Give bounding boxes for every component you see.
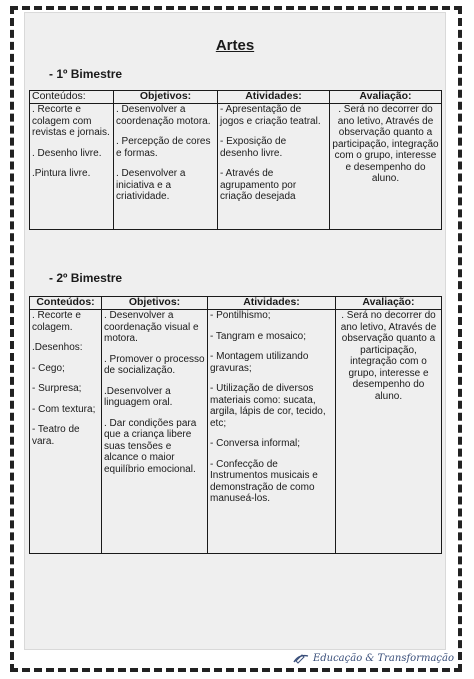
table-row (30, 104, 442, 230)
header-objetivos: Objetivos: (114, 91, 218, 104)
header-objetivos: Objetivos: (102, 297, 208, 310)
section-label-2: - 2º Bimestre (49, 271, 123, 285)
header-atividades: Atividades: (208, 297, 336, 310)
cell-avaliacao (330, 104, 442, 230)
list-item: . Desenvolver a coordenação visual e motora. (104, 310, 199, 344)
table-header-row (30, 91, 442, 104)
bottom-dashed-border (10, 668, 462, 672)
list-item: - Através de agrupamento por criação desejada (220, 168, 297, 202)
list-item: .Pintura livre. (32, 168, 91, 179)
cell-atividades (218, 104, 330, 230)
cell-objetivos (114, 104, 218, 230)
list-item: .Desenhos: (32, 342, 83, 353)
cell-atividades (208, 310, 336, 554)
table-row (30, 310, 442, 554)
list-item: - Utilização de diversos materiais como: sucata, argila, lápis de cor, tecido, etc; (210, 383, 326, 429)
list-item: . Percepção de cores e formas. (116, 136, 211, 159)
header-atividades: Atividades: (218, 91, 330, 104)
list-item: . Recorte e colagem com revistas e jornais. (32, 104, 110, 138)
footer-text: Educação & Transformação (312, 652, 454, 664)
header-conteudos: Conteúdos: (30, 297, 102, 310)
cell-conteudos (30, 310, 102, 554)
table-bimester-1 (29, 90, 442, 230)
list-item: - Exposição de desenho livre. (220, 136, 287, 159)
footer-brand (293, 652, 454, 664)
cell-avaliacao (336, 310, 442, 554)
list-item: . Promover o processo de socialização. (104, 353, 205, 376)
list-item: . Será no decorrer do ano letivo, Através de observação quanto a participação, integração com o grupo, interesse e desempenho do aluno. (332, 104, 439, 184)
list-item: - Tangram e mosaico; (210, 330, 306, 342)
list-item: - Com textura; (32, 403, 96, 415)
list-item: - Cego; (32, 362, 65, 374)
page-title: Artes (215, 37, 255, 54)
list-item: - Confecção de Instrumentos musicais e demonstração de como manuseá-los. (210, 458, 318, 504)
list-item: - Surpresa; (32, 383, 82, 394)
table-bimester-2 (29, 296, 442, 554)
section-label-1: - 1º Bimestre (49, 67, 123, 81)
list-item: . Desenvolver a iniciativa e a criatividade. (116, 168, 186, 202)
list-item: - Teatro de vara. (32, 424, 80, 447)
list-item: . Recorte e colagem. (32, 310, 81, 333)
list-item: . Desenho livre. (32, 147, 102, 159)
table-header-row (30, 297, 442, 310)
list-item: - Conversa informal; (210, 438, 301, 449)
list-item: - Montagem utilizando gravuras; (210, 351, 309, 374)
list-item: . Desenvolver a coordenação motora. (116, 104, 211, 127)
list-item: .Desenvolver a linguagem oral. (104, 385, 173, 408)
list-item: - Pontilhismo; (210, 310, 271, 321)
header-avaliacao: Avaliação: (336, 297, 442, 310)
document-sheet (24, 12, 446, 650)
list-item: . Dar condições para que a criança libere suas tensões e alcance o maior equilíbrio emocional. (104, 417, 197, 475)
header-avaliacao: Avaliação: (330, 91, 442, 104)
cell-objetivos (102, 310, 208, 554)
list-item: - Apresentação de jogos e criação teatral. (220, 104, 321, 127)
cell-conteudos (30, 104, 114, 230)
header-conteudos: Conteúdos: (30, 91, 114, 104)
pencil-swoosh-icon (293, 652, 309, 664)
list-item: . Será no decorrer do ano letivo, Através de observação quanto a participação, integração com o grupo, interesse e desempenho do aluno. (340, 310, 437, 402)
